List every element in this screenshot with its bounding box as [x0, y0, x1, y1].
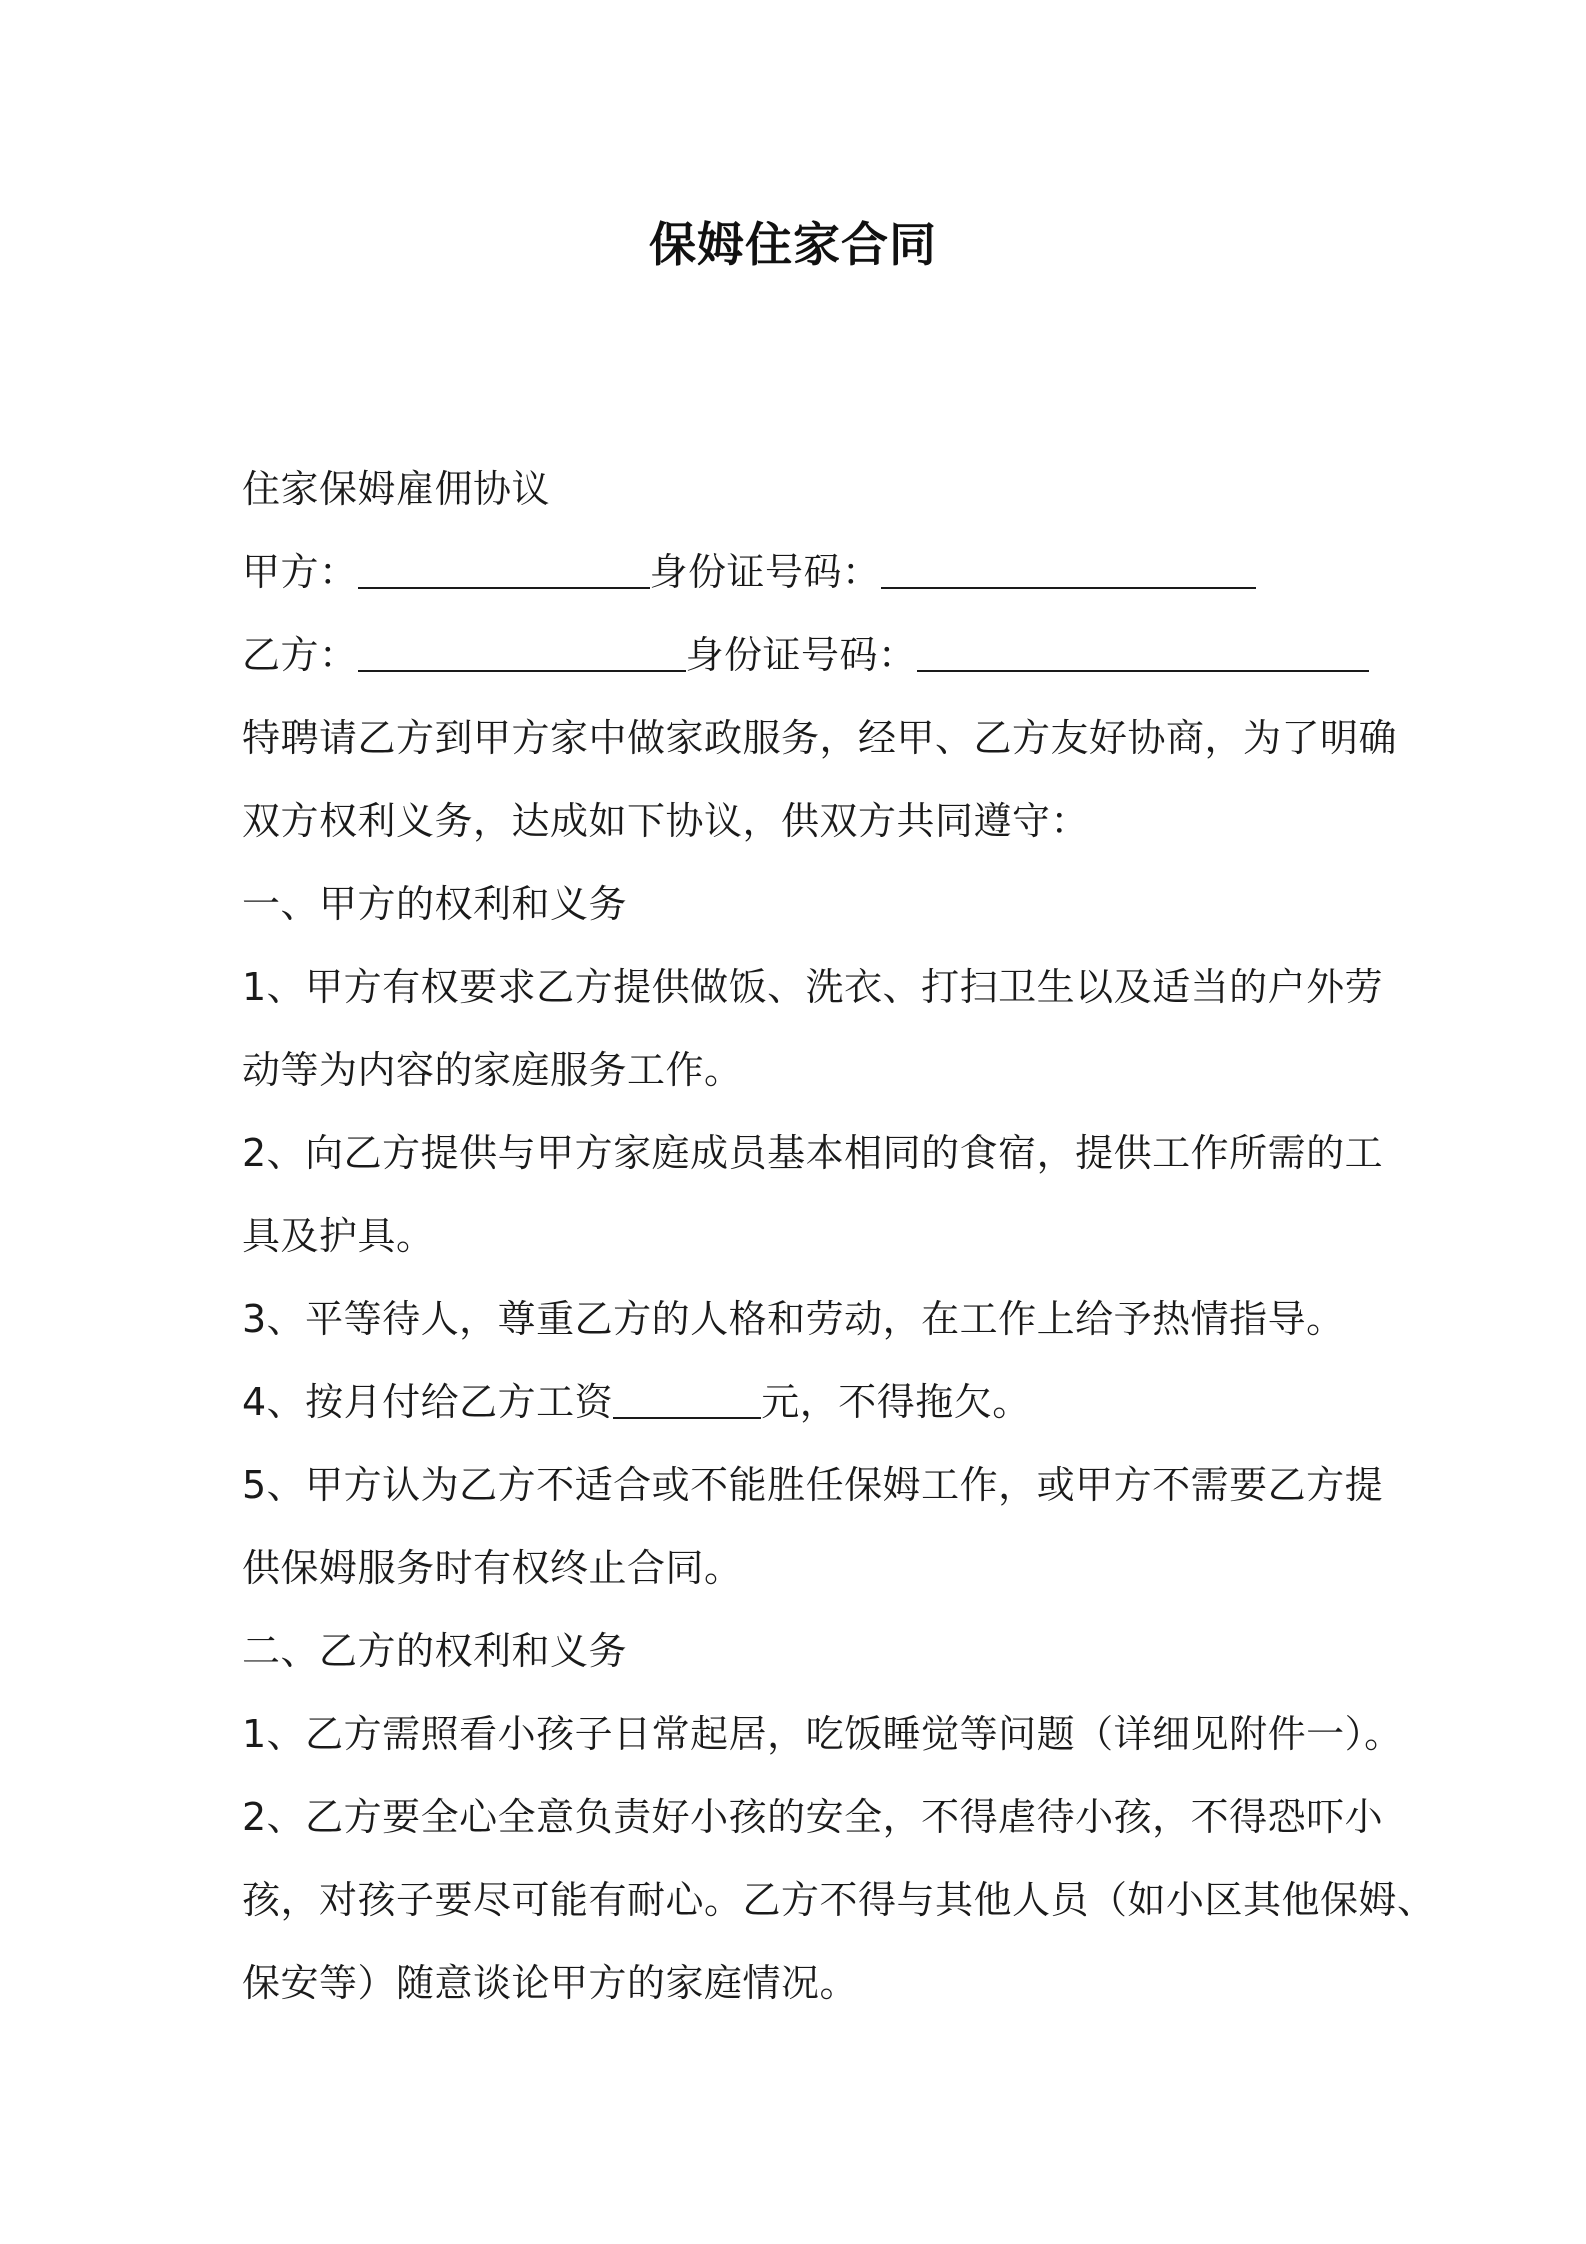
party-b-label: 乙方： [242, 633, 358, 677]
party-b-id-field[interactable] [917, 630, 1369, 672]
party-b-name-field[interactable] [358, 630, 686, 672]
party-b-id-label: 身份证号码： [685, 633, 917, 677]
party-a-label: 甲方： [242, 550, 358, 594]
clause-a3: 3、平等待人，尊重乙方的人格和劳动，在工作上给予热情指导。 [242, 1297, 1345, 1341]
clause-b2-line: 孩，对孩子要尽可能有耐心。乙方不得与其他人员（如小区其他保姆、 [242, 1878, 1436, 1922]
party-a-name-field[interactable] [358, 547, 650, 589]
clause-b1: 1、乙方需照看小孩子日常起居，吃饭睡觉等问题（详细见附件一）。 [242, 1712, 1403, 1756]
clause-b2-line: 2、乙方要全心全意负责好小孩的安全，不得虐待小孩，不得恐吓小 [242, 1795, 1384, 1839]
intro-paragraph-line: 双方权利义务，达成如下协议，供双方共同遵守： [242, 799, 1090, 843]
clause-a2-line: 2、向乙方提供与甲方家庭成员基本相同的食宿，提供工作所需的工 [242, 1131, 1384, 1175]
party-a-id-label: 身份证号码： [649, 550, 881, 594]
clause-a2-line: 具及护具。 [242, 1214, 435, 1258]
clause-a5-line: 5、甲方认为乙方不适合或不能胜任保姆工作，或甲方不需要乙方提 [242, 1463, 1384, 1507]
section-heading-party-a: 一、甲方的权利和义务 [242, 882, 628, 926]
clause-a5-line: 供保姆服务时有权终止合同。 [242, 1546, 743, 1590]
clause-a1-line: 1、甲方有权要求乙方提供做饭、洗衣、打扫卫生以及适当的户外劳 [242, 965, 1384, 1009]
party-a-line [242, 531, 1362, 614]
section-heading-party-b: 二、乙方的权利和义务 [242, 1629, 628, 1673]
clause-a4 [242, 1361, 1362, 1444]
document-body [242, 448, 1436, 2025]
document-subtitle: 住家保姆雇佣协议 [242, 467, 551, 511]
intro-paragraph-line: 特聘请乙方到甲方家中做家政服务，经甲、乙方友好协商，为了明确 [242, 716, 1398, 760]
party-a-id-field[interactable] [881, 547, 1256, 589]
clause-a4-text-end: 元，不得拖欠。 [761, 1380, 1031, 1424]
clause-b2-line: 保安等）随意谈论甲方的家庭情况。 [242, 1961, 859, 2005]
clause-a1-line: 动等为内容的家庭服务工作。 [242, 1048, 743, 1092]
party-b-line [242, 614, 1362, 697]
document-title: 保姆住家合同 [649, 218, 937, 273]
clause-a4-text: 4、按月付给乙方工资 [242, 1380, 614, 1424]
salary-field[interactable] [613, 1377, 761, 1419]
